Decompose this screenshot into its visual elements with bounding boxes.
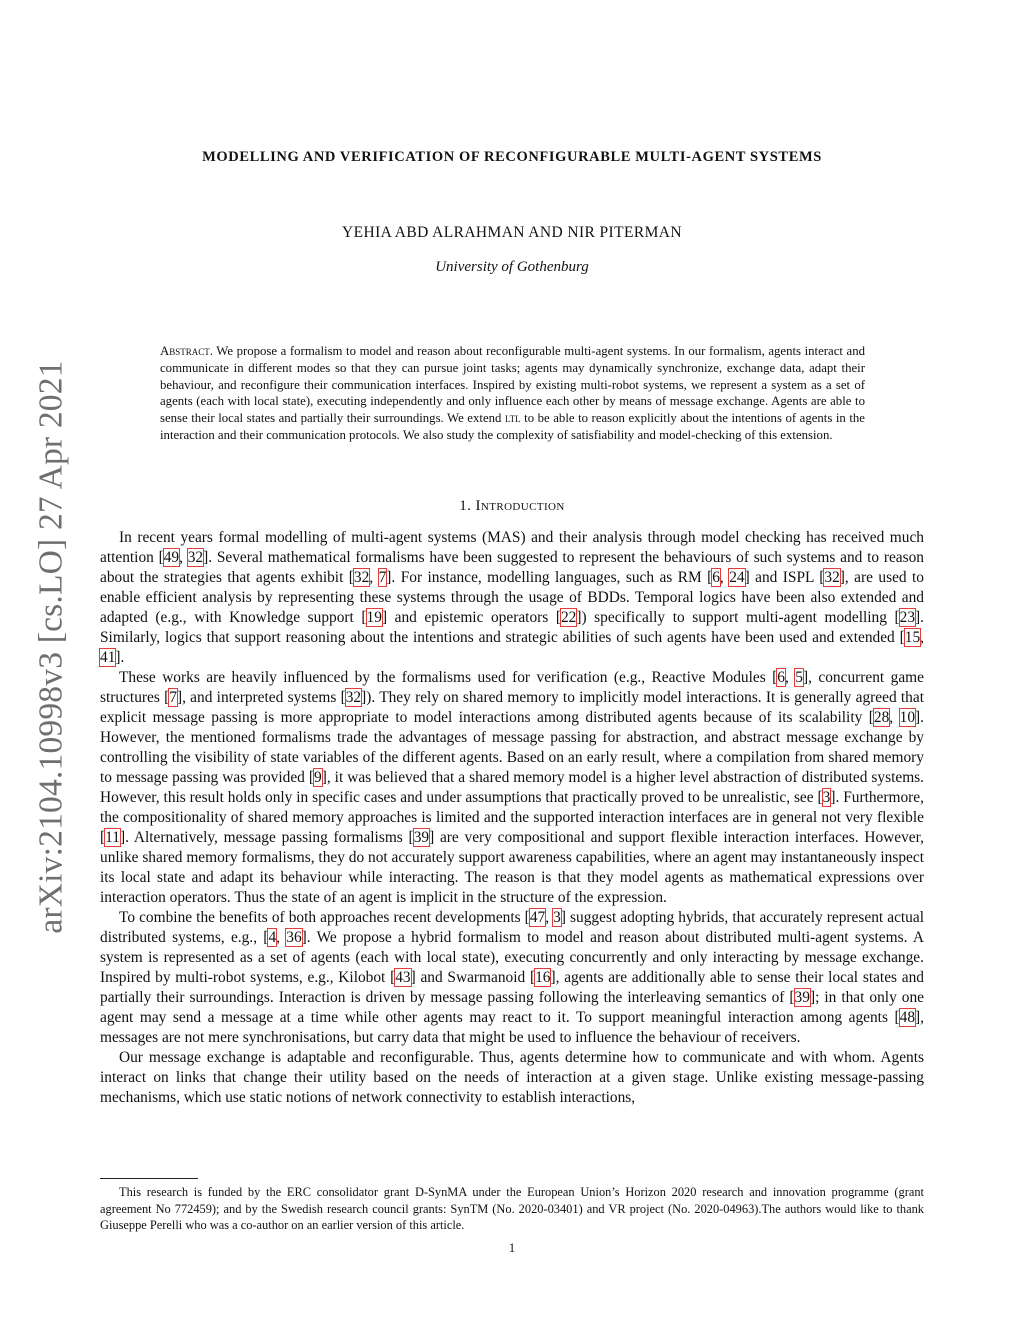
paragraph-text: ]. Several mathematical formalisms have been suggested to represent the behaviours of such systems and to reason about the strategies that agents exhibit [ xyxy=(100,549,925,586)
abstract-label: Abstract. xyxy=(160,344,213,358)
section-number: 1. xyxy=(459,498,476,514)
paragraph xyxy=(100,528,924,668)
paragraph-text: ]) specifically to support multi-agent modelling [ xyxy=(576,609,900,626)
citation-link[interactable]: 9 xyxy=(314,769,322,786)
citation-link[interactable]: 36 xyxy=(286,929,302,946)
citation-link[interactable]: 6 xyxy=(777,669,785,686)
citation-link[interactable]: 11 xyxy=(105,829,120,846)
citation-link[interactable]: 43 xyxy=(395,969,411,986)
paragraph-text: ], concurrent game structures [ xyxy=(100,669,924,706)
paragraph-text: , xyxy=(545,909,554,926)
citation-link[interactable]: 15 xyxy=(904,629,921,646)
paragraph xyxy=(100,1048,924,1108)
arxiv-identifier: arXiv:2104.10998v3 [cs.LO] 27 Apr 2021 xyxy=(33,360,70,934)
paragraph-text: ]; in that only one agent may send a message at a time while other agents may react to it. To support meaningful interaction among agents [ xyxy=(100,989,924,1026)
citation-link[interactable]: 24 xyxy=(729,569,745,586)
citation-link[interactable]: 32 xyxy=(345,689,362,706)
paragraph-text: , xyxy=(889,709,900,726)
paragraph-text: ] and epistemic operators [ xyxy=(381,609,561,626)
paragraph-text: ]. For instance, modelling languages, such as RM [ xyxy=(386,569,713,586)
paragraph-text: ]. Furthermore, the compositionality of shared memory approaches is limited and the supported interaction interfaces are in general not very flexible [ xyxy=(100,789,924,846)
paragraph-text: ]. Alternatively, message passing formalisms [ xyxy=(119,829,414,846)
paragraph-text: ], are used to enable efficient analysis by representing these systems through the usage of BDDs. Temporal logics have been also extended and adapted (e.g., with Knowledge support [ xyxy=(100,569,924,626)
paragraph-text: , xyxy=(920,629,924,646)
citation-link[interactable]: 32 xyxy=(824,569,840,586)
paragraph-text: , xyxy=(179,549,188,566)
citation-link[interactable]: 3 xyxy=(822,789,831,806)
citation-link[interactable]: 16 xyxy=(535,969,551,986)
arxiv-stamp xyxy=(30,352,74,942)
citation-link[interactable]: 39 xyxy=(413,829,430,846)
footnote xyxy=(100,1184,924,1234)
citation-link[interactable]: 41 xyxy=(100,649,116,666)
section-heading xyxy=(100,498,924,515)
citation-link[interactable]: 39 xyxy=(794,989,810,1006)
paragraph-text: ] and ISPL [ xyxy=(744,569,825,586)
citation-link[interactable]: 4 xyxy=(268,929,277,946)
citation-link[interactable]: 47 xyxy=(529,909,546,926)
paragraph-text: Our message exchange is adaptable and reconfigurable. Thus, agents determine how to communicate and with whom. Agents interact on links that change their utility based on the needs of interaction at a given stage. Unlike existing message-passing mechanisms, which use static notions of network connectivity to establish interactions, xyxy=(100,1049,924,1106)
introduction-body xyxy=(100,528,924,1108)
citation-link[interactable]: 28 xyxy=(873,709,890,726)
paper-title: MODELLING AND VERIFICATION OF RECONFIGURABLE MULTI-AGENT SYSTEMS xyxy=(202,149,822,165)
author-affiliation: University of Gothenburg xyxy=(435,259,589,275)
citation-link[interactable]: 7 xyxy=(169,689,177,706)
citation-link[interactable]: 22 xyxy=(560,609,577,626)
paragraph-text: , xyxy=(784,669,796,686)
paragraph-text: In recent years formal modelling of multi-agent systems (MAS) and their analysis through model checking has received much attention [ xyxy=(100,529,924,566)
paragraph-text: , xyxy=(276,929,287,946)
paragraph xyxy=(100,668,924,908)
paragraph-text: ] are very compositional and support flexible interaction interfaces. However, unlike shared memory formalisms, they do not accurately support awareness capabilities, where an agent may instantaneously inspect its local state and adapt its behaviour while interacting. The reason is that they model agents as mathematical expressions over interaction operators. Thus the state of an agent is implicit in the structure of the expression. xyxy=(100,829,925,906)
citation-link[interactable]: 19 xyxy=(366,609,382,626)
paragraph-text: ] and Swarmanoid [ xyxy=(410,969,536,986)
citation-link[interactable]: 10 xyxy=(899,709,916,726)
paragraph-text: ] suggest adopting hybrids, that accurately represent actual distributed systems, e.g., [ xyxy=(100,909,924,946)
citation-link[interactable]: 3 xyxy=(553,909,561,926)
citation-link[interactable]: 32 xyxy=(187,549,204,566)
abstract-ltl: ltl xyxy=(504,411,521,426)
abstract xyxy=(160,343,865,444)
citation-link[interactable]: 7 xyxy=(378,569,387,586)
paragraph-text: These works are heavily influenced by the formalisms used for verification (e.g., Reactive Modules [ xyxy=(119,669,778,686)
citation-link[interactable]: 23 xyxy=(899,609,916,626)
paragraph-text: ], it was believed that a shared memory model is a higher level abstraction of distributed systems. However, this result holds only in specific cases and under assumptions that practically proved to be unrealistic, see [ xyxy=(100,769,925,806)
paragraph-text: ]. Similarly, logics that support reasoning about the intentions and strategic abilities of such agents have been used and extended [ xyxy=(100,609,925,646)
citation-link[interactable]: 5 xyxy=(795,669,803,686)
citation-link[interactable]: 49 xyxy=(163,549,180,566)
section-title: Introduction xyxy=(475,498,565,514)
footnote-divider xyxy=(100,1178,198,1179)
paragraph-text: ]. However, the mentioned formalisms trade the advantages of message passing for abstraction, and abstract message exchange by controlling the visibility of state variables of the different agents. Based on an early result, where a compilation from shared memory to message passing was provided [ xyxy=(100,709,925,786)
abstract-text-part1: We propose a formalism to model and reason about reconfigurable multi-agent systems. In our formalism, agents interact and communicate in different modes so that they can pursue joint tasks; agents may dynamically synchronize, exchange data, adapt their behaviour, and reconfigure their communication interfaces. Inspired by existing multi-robot systems, we represent a system as a set of agents (each with local state), executing independently and only influence each other by means of message exchange. Agents are able to sense their local states and partially their surroundings. We extend xyxy=(160,344,865,426)
footnote-text: This research is funded by the ERC consolidator grant D-SynMA under the European Union’s Horizon 2020 research and innovation programme (grant agreement No 772459); and by the Swedish research council grants: SynTM (No. 2020-03401) and VR project (No. 2020-04963).The authors would like to thank Giuseppe Perelli who was a co-author on an earlier version of this article. xyxy=(100,1185,924,1232)
paragraph-text: , xyxy=(719,569,730,586)
citation-link[interactable]: 6 xyxy=(712,569,720,586)
abstract-text-part2: to be able to reason explicitly about the intentions of agents in the interaction and their communication protocols. We also study the complexity of satisfiability and model-checking of this extension. xyxy=(160,411,865,442)
citation-link[interactable]: 48 xyxy=(899,1009,916,1026)
paragraph-text: To combine the benefits of both approaches recent developments [ xyxy=(119,909,530,926)
paragraph-text: ]. xyxy=(115,649,125,666)
paragraph-text: , xyxy=(369,569,379,586)
paragraph-text: ]). They rely on shared memory to implicitly model interactions. It is generally agreed that explicit message passing is more appropriate to model interactions among distributed agents because of its scalability [ xyxy=(100,689,924,726)
paper-authors: YEHIA ABD ALRAHMAN AND NIR PITERMAN xyxy=(342,224,682,241)
citation-link[interactable]: 32 xyxy=(353,569,370,586)
paragraph-text: ]. We propose a hybrid formalism to model and reason about distributed multi-agent systems. A system is represented as a set of agents (each with local state), executing concurrently and only interacting by message exchange. Inspired by multi-robot systems, e.g., Kilobot [ xyxy=(100,929,924,986)
paragraph-text: ], messages are not mere synchronisations, but carry data that might be used to influence the behaviour of receivers. xyxy=(100,1009,924,1046)
paragraph xyxy=(100,908,924,1048)
paragraph-text: ], agents are additionally able to sense their local states and partially their surroundings. Interaction is driven by message passing following the interleaving semantics of [ xyxy=(100,969,924,1006)
paragraph-text: ], and interpreted systems [ xyxy=(176,689,346,706)
page-number: 1 xyxy=(508,1241,516,1255)
